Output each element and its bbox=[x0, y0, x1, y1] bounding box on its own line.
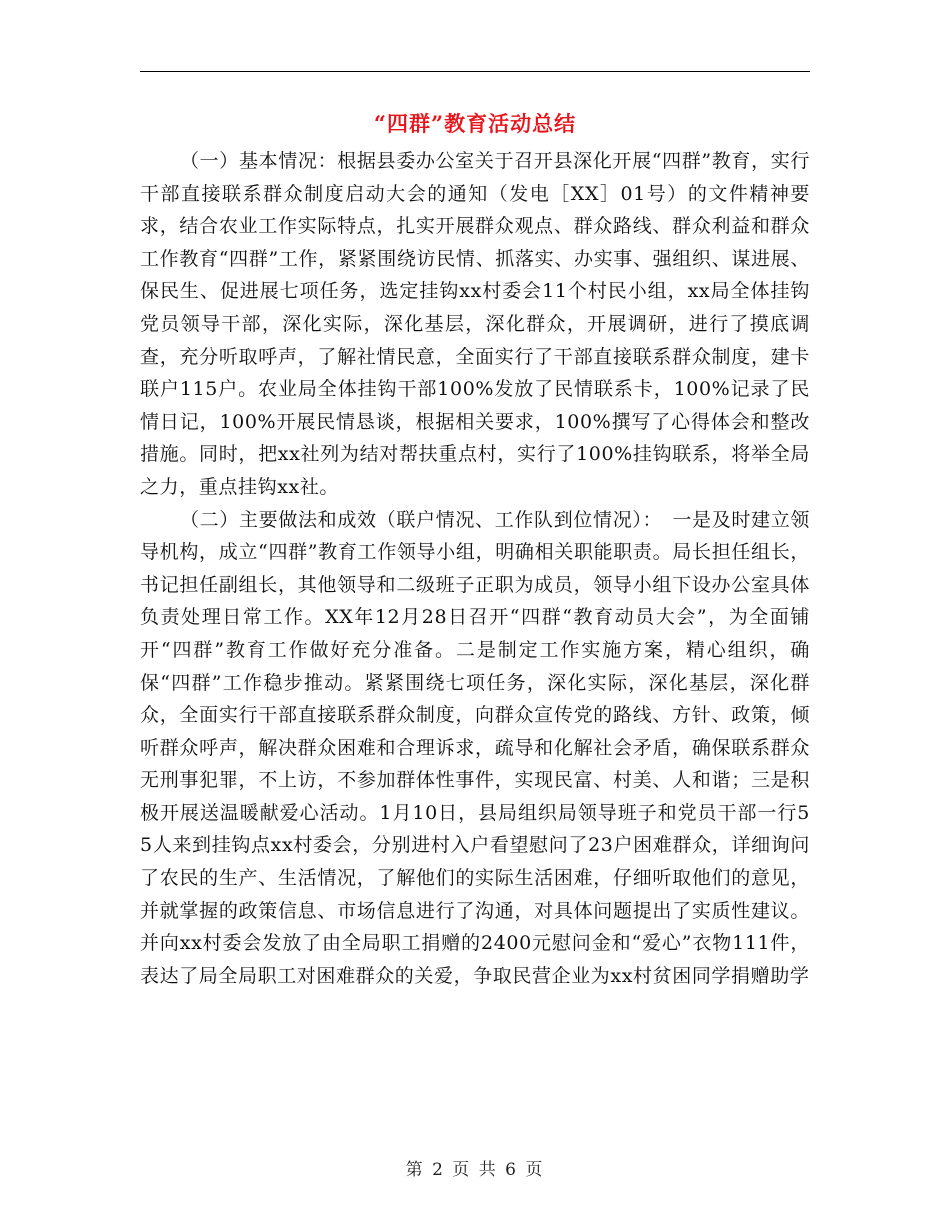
paragraph-basic-situation: （一）基本情况：根据县委办公室关于召开县深化开展“四群”教育，实行干部直接联系群众制度启动大会的通知（发电［XX］01号）的文件精神要求，结合农业工作实际特点，扎实开展群众观点、群众路线、群众利益和群众工作教育“四群”工作，紧紧围绕访民情、抓落实、办实事、强组织、谋进展、保民生、促进展七项任务，选定挂钩xx村委会11个村民小组，xx局全体挂钩党员领导干部，深化实际，深化基层，深化群众，开展调研，进行了摸底调查，充分听取呼声，了解社情民意，全面实行了干部直接联系群众制度，建卡联户115户。农业局全体挂钩干部100%发放了民情联系卡，100%记录了民情日记，100%开展民情恳谈，根据相关要求，100%撰写了心得体会和整改措施。同时，把xx社列为结对帮扶重点村，实行了100%挂钩联系，将举全局之力，重点挂钩xx社。 bbox=[140, 150, 810, 498]
page-number: 第 2 页 共 6 页 bbox=[405, 1160, 545, 1180]
document-body bbox=[140, 145, 810, 992]
document-title: “四群”教育活动总结 bbox=[373, 111, 577, 136]
header-rule bbox=[140, 71, 810, 72]
paragraph-main-practices: （二）主要做法和成效（联户情况、工作队到位情况）： 一是及时建立领导机构，成立“四群”教育工作领导小组，明确相关职能职责。局长担任组长，书记担任副组长，其他领导和二级班子正职为成员，领导小组下设办公室具体负责处理日常工作。XX年12月28日召开“四群“教育动员大会”，为全面铺开“四群”教育工作做好充分准备。二是制定工作实施方案，精心组织，确保“四群”工作稳步推动。紧紧围绕七项任务，深化实际，深化基层，深化群众，全面实行干部直接联系群众制度，向群众宣传党的路线、方针、政策，倾听群众呼声，解决群众困难和合理诉求，疏导和化解社会矛盾，确保联系群众无刑事犯罪，不上访，不参加群体性事件，实现民富、村美、人和谐；三是积极开展送温暖献爱心活动。1月10日，县局组织局领导班子和党员干部一行55人来到挂钩点xx村委会，分别进村入户看望慰问了23户困难群众，详细询问了农民的生产、生活情况，了解他们的实际生活困难，仔细听取他们的意见，并就掌握的政策信息、市场信息进行了沟通，对具体问题提出了实质性建议。并向xx村委会发放了由全局职工捐赠的2400元慰问金和“爱心”衣物111件，表达了局全局职工对困难群众的关爱，争取民营企业为xx村贫困同学捐赠助学 bbox=[140, 508, 810, 987]
